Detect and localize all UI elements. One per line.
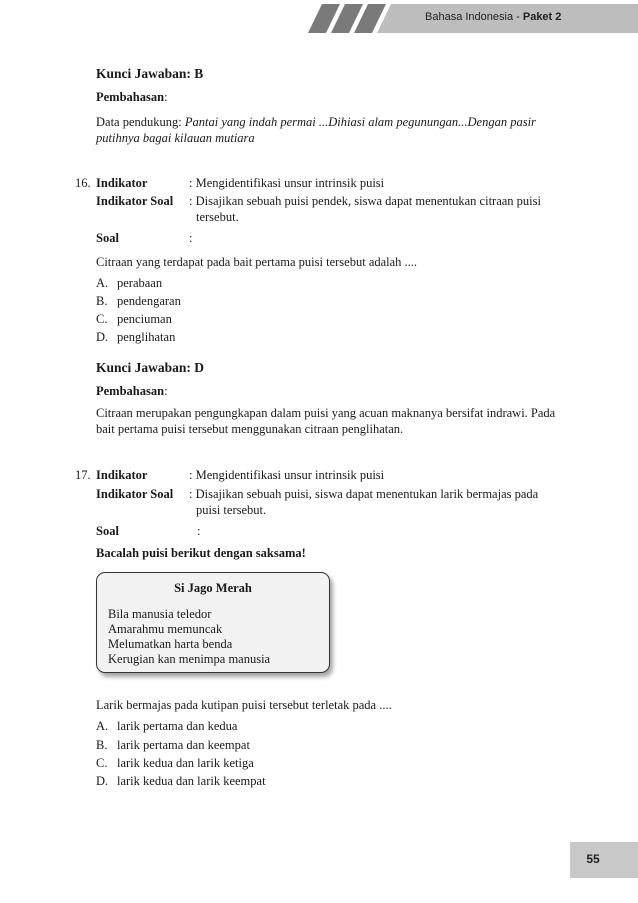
q16-pembahasan-label: Pembahasan [96, 384, 165, 398]
q16-indikator-soal-label: Indikator Soal [96, 194, 174, 208]
q17-option-c-letter: C. [96, 756, 108, 770]
q16-option-d-letter: D. [96, 330, 109, 344]
q17-option-d-letter: D. [96, 774, 109, 788]
q15-data-pendukung-text: Pantai yang indah permai ...Dihiasi alam pegunungan...Dengan pasir [184, 115, 536, 129]
q17-option-b-text: larik pertama dan keempat [117, 738, 250, 752]
q16-soal-label: Soal [96, 231, 119, 245]
q16-indikator-soal-line1: : Disajikan sebuah puisi pendek, siswa dapat menentukan citraan puisi [189, 194, 541, 208]
q16-option-b-letter: B. [96, 294, 108, 308]
poem-box [96, 572, 330, 673]
q16-option-d-text: penglihatan [117, 330, 176, 344]
q17-option-a-letter: A. [96, 719, 109, 733]
header-paket: Paket 2 [522, 11, 562, 23]
q16-indikator-value: : Mengidentifikasi unsur intrinsik puisi [189, 176, 385, 190]
q15-pembahasan-heading [96, 89, 168, 105]
q16-option-a-letter: A. [96, 276, 109, 290]
q15-pembahasan-colon: : [164, 90, 168, 104]
poem-title: Si Jago Merah [174, 581, 252, 595]
header-subject: Bahasa Indonesia - [425, 11, 523, 23]
q16-indikator-label: Indikator [96, 176, 148, 190]
q17-instruction: Bacalah puisi berikut dengan saksama! [96, 546, 306, 560]
q16-option-b-text: pendengaran [117, 294, 181, 308]
q15-pembahasan-line2: putihnya bagai kilauan mutiara [96, 131, 255, 145]
q16-pembahasan-colon: : [164, 384, 168, 398]
q17-indikator-soal-line1: : Disajikan sebuah puisi, siswa dapat menentukan larik bermajas pada [189, 487, 539, 501]
q17-indikator-label: Indikator [96, 468, 148, 482]
page-number: 55 [586, 852, 600, 866]
q16-soal-colon: : [189, 231, 193, 245]
q16-question: Citraan yang terdapat pada bait pertama puisi tersebut adalah .... [96, 255, 418, 269]
poem-line-4: Kerugian kan menimpa manusia [108, 652, 271, 666]
q16-option-c-text: penciuman [117, 312, 172, 326]
q17-option-b-letter: B. [96, 738, 108, 752]
q17-indikator-soal-label: Indikator Soal [96, 487, 174, 501]
q16-indikator-soal-line2: tersebut. [196, 210, 239, 224]
poem-line-3: Melumatkan harta benda [108, 637, 233, 651]
page-number-box [570, 842, 638, 878]
q15-pembahasan-label: Pembahasan [96, 90, 165, 104]
q15-pembahasan-line1 [96, 114, 570, 130]
q17-soal-colon: : [197, 524, 201, 538]
q17-indikator-value: : Mengidentifikasi unsur intrinsik puisi [189, 468, 385, 482]
q16-number: 16. [75, 176, 91, 190]
q17-option-a-text: larik pertama dan kedua [117, 719, 238, 733]
q17-soal-label: Soal [96, 524, 119, 538]
q15-kunci-jawaban: Kunci Jawaban: B [96, 66, 204, 81]
q17-option-d-text: larik kedua dan larik keempat [117, 774, 266, 788]
header-title [425, 11, 561, 23]
q15-data-pendukung-label: Data pendukung: [96, 115, 182, 129]
poem-line-2: Amarahmu memuncak [108, 622, 223, 636]
q17-indikator-soal-line2: puisi tersebut. [196, 503, 267, 517]
poem-line-1: Bila manusia teledor [108, 607, 212, 621]
q16-option-a-text: perabaan [117, 276, 163, 290]
q16-option-c-letter: C. [96, 312, 108, 326]
q16-pembahasan-heading [96, 383, 168, 399]
q16-kunci-jawaban: Kunci Jawaban: D [96, 360, 205, 375]
q17-option-c-text: larik kedua dan larik ketiga [117, 756, 254, 770]
q17-number: 17. [75, 468, 91, 482]
q16-pembahasan-line1: Citraan merupakan pengungkapan dalam puisi yang acuan maknanya bersifat indrawi. Pada [96, 406, 556, 420]
q16-pembahasan-line2: bait pertama puisi tersebut menggunakan citraan penglihatan. [96, 422, 404, 436]
q17-question: Larik bermajas pada kutipan puisi tersebut terletak pada .... [96, 698, 392, 712]
